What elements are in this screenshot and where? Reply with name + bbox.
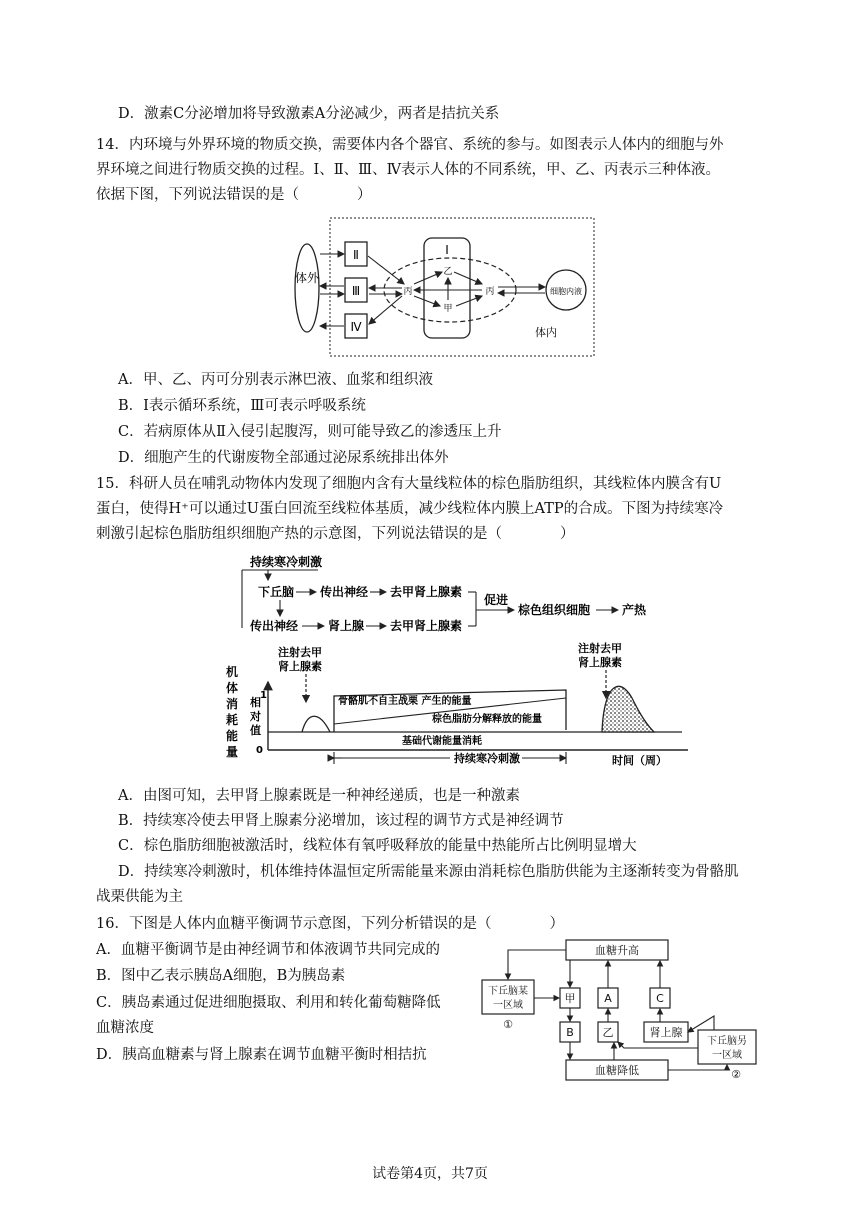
nerve2-label: 传出神经	[250, 619, 299, 633]
q16-option-c-line1: C．胰岛素通过促进细胞摄取、利用和转化葡萄糖降低	[96, 995, 441, 1011]
q15-option-a: A．由图可知，去甲肾上腺素既是一种神经递质，也是一种激素	[118, 788, 520, 804]
q16-option-a: A．血糖平衡调节是由神经调节和体液调节共同完成的	[96, 942, 440, 958]
n2-label: ②	[731, 1068, 741, 1081]
inject2-l2: 肾上腺素	[578, 656, 622, 669]
q15-graph-svg	[222, 640, 692, 775]
q14-option-c: C．若病原体从Ⅱ入侵引起腹泻，则可能导致乙的渗透压上升	[118, 424, 502, 440]
injection1-curve	[302, 716, 330, 732]
q16-stem: 16．下图是人体内血糖平衡调节示意图，下列分析错误的是（ ）	[96, 916, 564, 932]
inject2-label	[578, 641, 626, 669]
q14-diagram	[290, 214, 600, 362]
high-label: 血糖升高	[595, 944, 639, 957]
bing-label-right: 丙	[485, 287, 495, 297]
ytick-c1: 相	[250, 696, 261, 709]
inject1-l2: 肾上腺素	[278, 660, 322, 673]
q14-stem-line1: 14．内环境与外界环境的物质交换，需要体内各个器官、系统的参与。如图表示人体内的细胞与外	[96, 137, 724, 153]
yi-label: 乙	[602, 1026, 614, 1039]
ne2-label: 去甲肾上腺素	[390, 619, 463, 633]
q15-stem-line2: 蛋白，使得H⁺可以通过U蛋白回流至线粒体基质，减少线粒体内膜上ATP的合成。下图为持续寒冷	[96, 501, 724, 517]
q14-option-b: B．Ⅰ表示循环系统，Ⅲ可表示呼吸系统	[118, 398, 366, 414]
q16-option-c-line2: 血糖浓度	[96, 1020, 154, 1036]
adrenal-label: 肾上腺	[328, 619, 365, 633]
adrenal-label: 肾上腺	[649, 1026, 683, 1039]
sys1-label: Ⅰ	[445, 243, 449, 257]
hypothalamus-label: 下丘脑	[258, 585, 295, 599]
q15-option-d-line1: D．持续寒冷刺激时，机体维持体温恒定所需能量来源由消耗棕色脂肪供能为主逐渐转变为骨骼肌	[118, 864, 739, 880]
q14-option-d: D．细胞产生的代谢废物全部通过泌尿系统排出体外	[118, 450, 449, 466]
inject2-l1: 注射去甲	[578, 642, 622, 655]
outside-ellipse	[295, 244, 319, 332]
q15-flow-diagram	[240, 550, 680, 640]
shiver-label: 骨骼肌不自主战栗 产生的能量	[338, 696, 472, 707]
q15-option-b: B．持续寒冷使去甲肾上腺素分泌增加，该过程的调节方式是神经调节	[118, 813, 564, 829]
hypo1-l1: 下丘脑某	[488, 986, 528, 997]
yi-label: 乙	[443, 267, 453, 277]
ylabel-c6: 量	[226, 745, 239, 759]
cell-label: 细胞内液	[550, 287, 582, 296]
q15-flow-svg	[240, 550, 680, 640]
brown-fat-label: 棕色脂肪分解释放的能量	[432, 714, 542, 725]
ylabel-c1: 机	[226, 665, 239, 679]
sys2-label: Ⅱ	[353, 248, 359, 262]
q15-stem-line1: 15．科研人员在哺乳动物体内发现了细胞内含有大量线粒体的棕色脂肪组织，其线粒体内膜含有U	[96, 476, 722, 492]
brown-cell-label: 棕色组织细胞	[518, 603, 591, 617]
ytick-1: 1	[260, 690, 267, 701]
injection2-curve	[602, 686, 654, 732]
ylabel-c4: 耗	[226, 713, 239, 727]
cold-label: 持续寒冷刺激	[250, 555, 323, 569]
sys3-label: Ⅲ	[351, 284, 361, 298]
bing-label-left: 丙	[403, 287, 413, 297]
ylabel-c2: 体	[226, 681, 239, 695]
q16-diagram-svg	[478, 936, 768, 1086]
sys4-label: Ⅳ	[350, 320, 362, 334]
xlabel: 时间（周）	[612, 754, 667, 767]
ylabel-c5: 能	[226, 729, 239, 743]
q15-energy-graph	[222, 640, 692, 775]
inject1-l1: 注射去甲	[278, 646, 322, 659]
inside-label: 体内	[535, 326, 557, 339]
q15-option-d-line2: 战栗供能为主	[96, 889, 183, 905]
inject1-label	[278, 645, 326, 673]
nerve1-label: 传出神经	[320, 585, 369, 599]
q14-stem-line2: 界环境之间进行物质交换的过程。Ⅰ、Ⅱ、Ⅲ、Ⅳ表示人体的不同系统，甲、乙、丙表示三种体液。	[96, 162, 721, 178]
jia-label: 甲	[443, 304, 453, 314]
jia-label: 甲	[564, 992, 576, 1005]
graph-ylabel	[226, 664, 242, 759]
q15-option-c: C．棕色脂肪细胞被激活时，线粒体有氧呼吸释放的能量中热能所占比例明显增大	[118, 838, 637, 854]
cold-period-label: 持续寒冷刺激	[454, 752, 520, 765]
heat-label: 产热	[622, 603, 647, 617]
hypo2-l1: 下丘脑另	[707, 1036, 747, 1047]
n1-label: ①	[503, 1018, 513, 1031]
q14-diagram-svg	[290, 214, 600, 362]
c-label: C	[656, 992, 664, 1005]
page-footer: 试卷第4页，共7页	[372, 1166, 488, 1182]
promote-label: 促进	[484, 593, 509, 607]
b-label: B	[566, 1026, 574, 1039]
graph-ytick-label	[249, 695, 265, 737]
ytick-0: 0	[256, 745, 263, 756]
basal-label: 基础代谢能量消耗	[402, 736, 482, 747]
hypo1-l2: 一区域	[493, 1000, 523, 1011]
outside-label-1: 体外	[294, 271, 320, 285]
ytick-c3: 值	[250, 724, 261, 737]
ylabel-c3: 消	[226, 697, 239, 711]
q16-diagram	[478, 936, 768, 1086]
q14-option-a: A．甲、乙、丙可分别表示淋巴液、血浆和组织液	[118, 372, 433, 388]
ytick-c2: 对	[250, 710, 261, 723]
q15-stem-line3: 刺激引起棕色脂肪组织细胞产热的示意图，下列说法错误的是（ ）	[96, 526, 575, 542]
low-label: 血糖降低	[595, 1064, 639, 1077]
a-label: A	[604, 992, 612, 1005]
q16-option-b: B．图中乙表示胰岛A细胞，B为胰岛素	[96, 968, 346, 984]
q13-option-d: D．激素C分泌增加将导致激素A分泌减少，两者是拮抗关系	[118, 106, 500, 122]
ne1-label: 去甲肾上腺素	[390, 585, 463, 599]
q14-stem-line3: 依据下图，下列说法错误的是（ ）	[96, 187, 372, 203]
hypo2-l2: 一区域	[712, 1050, 742, 1061]
q16-option-d: D．胰高血糖素与肾上腺素在调节血糖平衡时相拮抗	[96, 1047, 427, 1063]
